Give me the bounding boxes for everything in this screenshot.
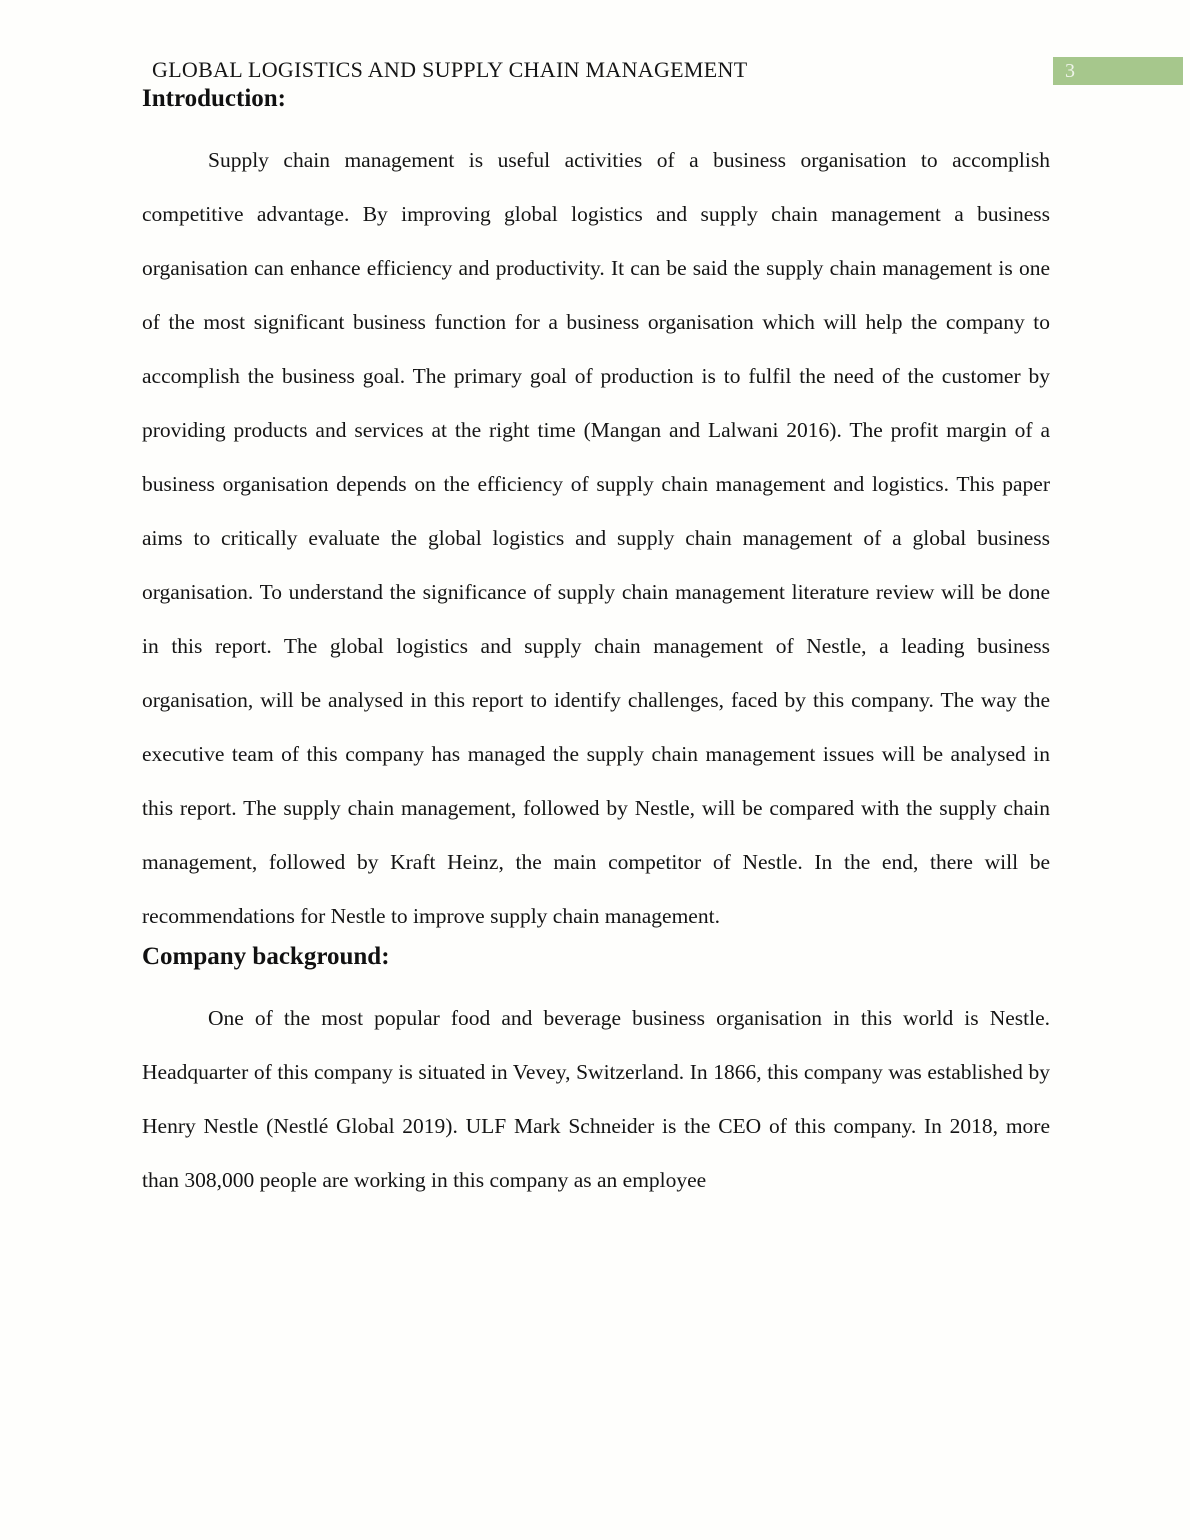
header-title: GLOBAL LOGISTICS AND SUPPLY CHAIN MANAGEMENT	[152, 57, 748, 82]
company-background-paragraph: One of the most popular food and beverage business organisation in this world is Nestle. Headquarter of this company is situated in Vevey, Switzerland. In 1866, this company was established by Henry Nestle (Nestlé Global 2019). ULF Mark Schneider is the CEO of this company. In 2018, more than 308,000 people are working in this company as an employee	[142, 1006, 1050, 1192]
section-heading-introduction: Introduction:	[142, 85, 287, 112]
page-number: 3	[1065, 59, 1075, 82]
section-heading-company-background: Company background:	[142, 943, 390, 970]
page-number-badge	[1053, 57, 1183, 85]
document-body	[0, 85, 1190, 1207]
running-header	[0, 0, 1190, 85]
introduction-paragraph: Supply chain management is useful activities of a business organisation to accomplish competitive advantage. By improving global logistics and supply chain management a business organisation can enhance efficiency and productivity. It can be said the supply chain management is one of the most significant business function for a business organisation which will help the company to accomplish the business goal. The primary goal of production is to fulfil the need of the customer by providing products and services at the right time (Mangan and Lalwani 2016). The profit margin of a business organisation depends on the efficiency of supply chain management and logistics. This paper aims to critically evaluate the global logistics and supply chain management of a global business organisation. To understand the significance of supply chain management literature review will be done in this report. The global logistics and supply chain management of Nestle, a leading business organisation, will be analysed in this report to identify challenges, faced by this company. The way the executive team of this company has managed the supply chain management issues will be analysed in this report. The supply chain management, followed by Nestle, will be compared with the supply chain management, followed by Kraft Heinz, the main competitor of Nestle. In the end, there will be recommendations for Nestle to improve supply chain management.	[142, 148, 1050, 928]
